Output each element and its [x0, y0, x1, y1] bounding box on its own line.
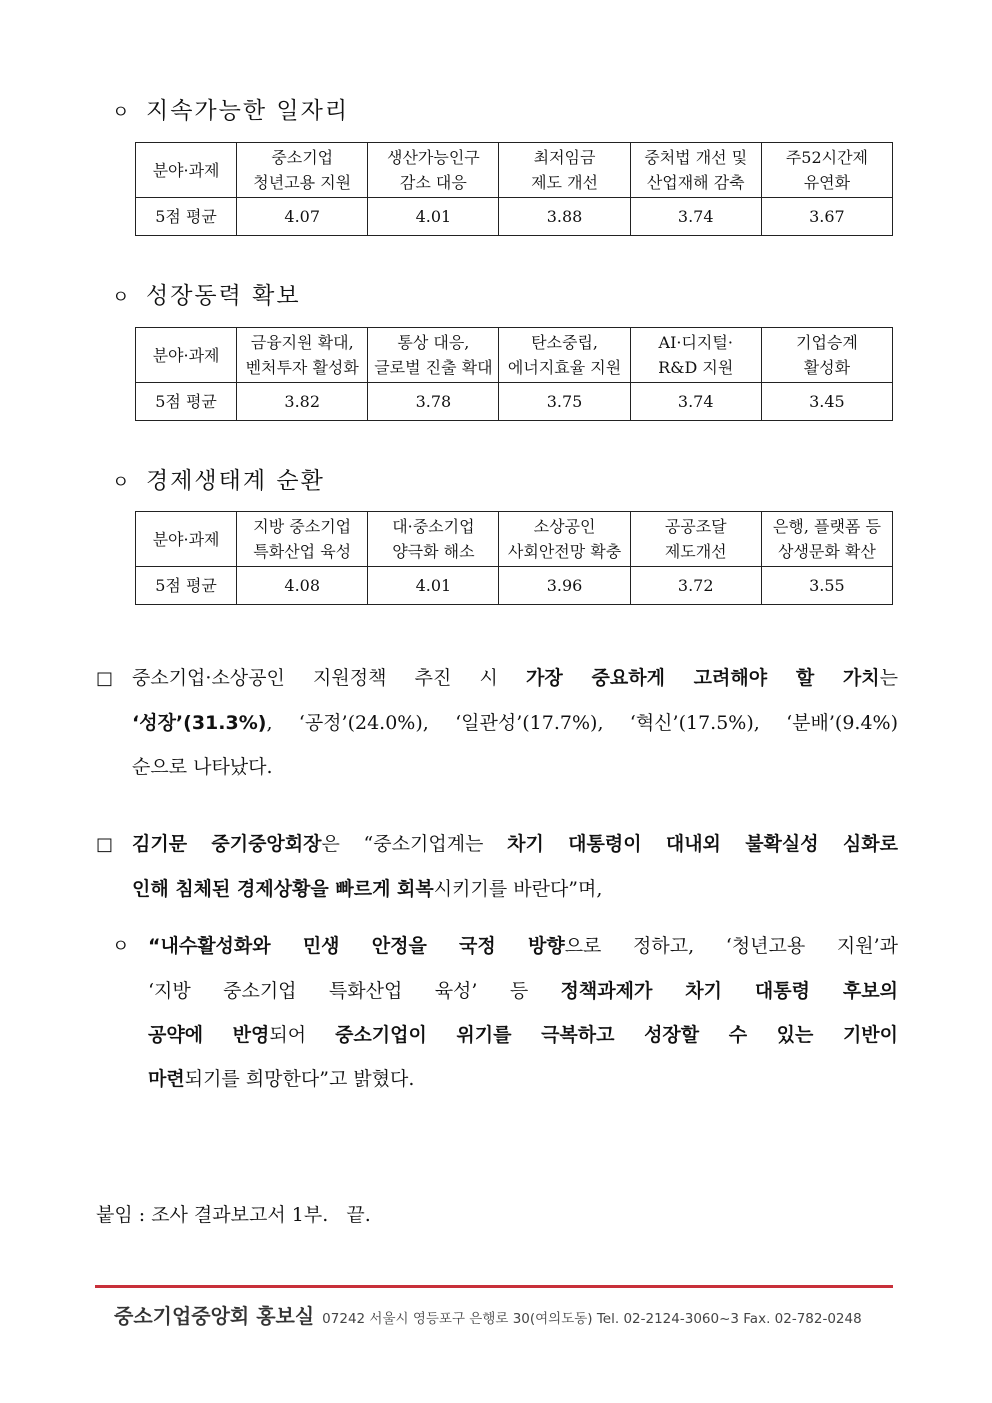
- score-table-ecosystem: [135, 511, 893, 605]
- bullet-marker: ㅇ: [112, 102, 132, 123]
- section-title-ecosystem: [112, 462, 325, 495]
- header-cell: 중소기업 청년고용 지원: [237, 143, 368, 198]
- score-cell: 3.74: [630, 383, 761, 421]
- row-label: 5점 평균: [136, 198, 237, 236]
- header-cell: 대·중소기업 양극화 해소: [368, 512, 499, 567]
- table-row: [136, 567, 893, 605]
- section-title-jobs: [112, 92, 349, 125]
- header-cell: 주52시간제 유연화: [761, 143, 892, 198]
- text-line: □ 중소기업·소상공인 지원정책 추진 시 가장 중요하게 고려해야 할 가치는: [96, 656, 898, 701]
- header-cell: AI·디지털· R&D 지원: [630, 328, 761, 383]
- header-cell: 지방 중소기업 특화산업 육성: [237, 512, 368, 567]
- text-line: ‘지방 중소기업 특화산업 육성’ 등 정책과제가 차기 대통령 후보의: [148, 980, 898, 1002]
- attachment-note: 붙임 : 조사 결과보고서 1부. 끝.: [96, 1204, 371, 1226]
- score-cell: 4.01: [368, 567, 499, 605]
- header-label: 분야·과제: [136, 143, 237, 198]
- score-cell: 3.96: [499, 567, 630, 605]
- score-cell: 3.88: [499, 198, 630, 236]
- score-cell: 3.74: [630, 198, 761, 236]
- row-label: 5점 평균: [136, 567, 237, 605]
- footer-address: 07242 서울시 영등포구 은행로 30(여의도동) Tel. 02-2124-3060~3 Fax. 02-782-0248: [322, 1311, 862, 1327]
- header-cell: 탄소중립, 에너지효율 지원: [499, 328, 630, 383]
- section-title-text: 지속가능한 일자리: [146, 98, 350, 124]
- header-cell: 통상 대응, 글로벌 진출 확대: [368, 328, 499, 383]
- square-bullet-icon: □: [96, 834, 114, 855]
- footer-org: 중소기업중앙회 홍보실: [114, 1304, 315, 1328]
- table-header-row: [136, 512, 893, 567]
- section-title-text: 경제생태계 순환: [146, 468, 325, 494]
- score-cell: 4.01: [368, 198, 499, 236]
- text-line: ㅇ “내수활성화와 민생 안정을 국정 방향으로 정하고, ‘청년고용 지원’과: [96, 924, 898, 969]
- text-line: 인해 침체된 경제상황을 빠르게 회복시키기를 바란다”며,: [132, 878, 603, 900]
- table-row: [136, 198, 893, 236]
- score-cell: 3.82: [237, 383, 368, 421]
- header-cell: 소상공인 사회안전망 확충: [499, 512, 630, 567]
- score-cell: 4.08: [237, 567, 368, 605]
- score-table-growth: [135, 327, 893, 421]
- bullet-marker: ㅇ: [112, 936, 130, 957]
- header-cell: 공공조달 제도개선: [630, 512, 761, 567]
- header-cell: 은행, 플랫폼 등 상생문화 확산: [761, 512, 892, 567]
- table-row: [136, 383, 893, 421]
- header-cell: 생산가능인구 감소 대응: [368, 143, 499, 198]
- header-label: 분야·과제: [136, 328, 237, 383]
- table-header-row: [136, 328, 893, 383]
- score-table-jobs: [135, 142, 893, 236]
- header-cell: 최저임금 제도 개선: [499, 143, 630, 198]
- text-line: 순으로 나타났다.: [132, 756, 273, 778]
- square-bullet-icon: □: [96, 668, 114, 689]
- score-cell: 3.75: [499, 383, 630, 421]
- section-title-growth: [112, 277, 301, 310]
- footer: [114, 1300, 862, 1329]
- row-label: 5점 평균: [136, 383, 237, 421]
- score-cell: 3.78: [368, 383, 499, 421]
- paragraph-values: [96, 656, 898, 789]
- score-cell: 3.67: [761, 198, 892, 236]
- paragraph-chairman: [96, 822, 898, 911]
- paragraph-quote: [96, 924, 898, 1101]
- score-cell: 3.72: [630, 567, 761, 605]
- header-cell: 기업승계 활성화: [761, 328, 892, 383]
- header-cell: 금융지원 확대, 벤처투자 활성화: [237, 328, 368, 383]
- text-line: 공약에 반영되어 중소기업이 위기를 극복하고 성장할 수 있는 기반이: [148, 1024, 899, 1046]
- bullet-marker: ㅇ: [112, 472, 132, 493]
- table-header-row: [136, 143, 893, 198]
- text-line: □ 김기문 중기중앙회장은 “중소기업계는 차기 대통령이 대내외 불확실성 심화로: [96, 822, 898, 867]
- section-title-text: 성장동력 확보: [146, 283, 301, 309]
- header-label: 분야·과제: [136, 512, 237, 567]
- score-cell: 4.07: [237, 198, 368, 236]
- bullet-marker: ㅇ: [112, 287, 132, 308]
- text-line: 마련되기를 희망한다”고 밝혔다.: [148, 1068, 415, 1090]
- header-cell: 중처법 개선 및 산업재해 감축: [630, 143, 761, 198]
- footer-divider: [95, 1285, 893, 1288]
- score-cell: 3.45: [761, 383, 892, 421]
- text-line: ‘성장’(31.3%), ‘공정’(24.0%), ‘일관성’(17.7%), ‘혁신’(17.5%), ‘분배’(9.4%): [132, 712, 898, 734]
- score-cell: 3.55: [761, 567, 892, 605]
